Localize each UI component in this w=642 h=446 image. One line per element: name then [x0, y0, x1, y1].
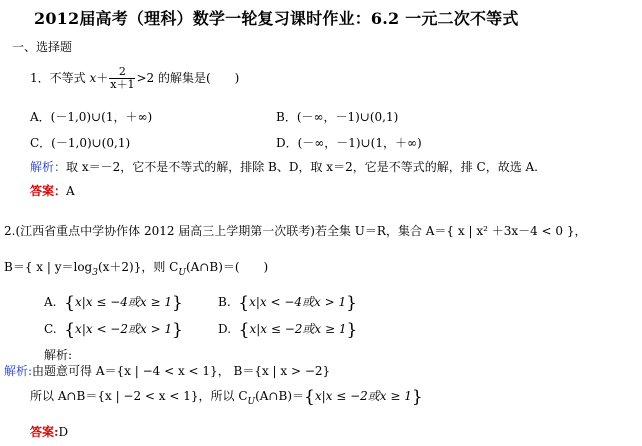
q2-option-a-text: x|x ≤ −4或x ≥ 1 [74, 295, 172, 309]
q1-frac-denominator: x＋1 [110, 78, 135, 91]
q2-analysis-heading: 解析: [44, 348, 73, 362]
q1-answer-value: A [66, 184, 75, 198]
q2-answer-value: D [58, 425, 69, 439]
q2-analysis-line1 [4, 362, 330, 379]
q1-answer-label: 答案： [30, 184, 67, 198]
q1-number: 1． [30, 71, 50, 85]
q2-analysis-text1: 由题意可得 A＝{x | −4 < x < 1}， B＝{x | x > −2} [32, 364, 331, 378]
q1-plus: ＋ [96, 71, 109, 85]
q2-line2-mid: (x＋2)}，则 C [97, 260, 179, 274]
q2-analysis-subscript: U [247, 397, 256, 407]
q2-answer [30, 423, 68, 440]
q1-analysis [30, 158, 538, 175]
q1-prefix: 不等式 [49, 71, 90, 85]
q2-option-d: D. {x|x ≤ −2或x ≥ 1} [218, 320, 358, 340]
q1-option-c: C．(－1,0)∪(0,1) [30, 136, 131, 150]
q2-line2-post: (A∩B)＝( ) [185, 260, 269, 274]
q2-analysis-line2-pre: 所以 A∩B＝{x | −2 < x < 1}，所以 C [30, 389, 248, 403]
q1-analysis-text: 取 x＝－2，它不是不等式的解，排除 B、D，取 x＝2，它是不等式的解，排 C，故选 A. [66, 160, 538, 174]
q2-line2-pre: B＝{ x | y＝log [4, 260, 93, 274]
q1-option-d: D．(－∞，－1)∪(1，＋∞) [276, 136, 422, 150]
q1-answer [30, 182, 75, 199]
q2-analysis-set: x|x ≤ −2或x ≥ 1 [314, 389, 412, 403]
q2-option-b-text: x|x < −4或x > 1 [249, 295, 347, 309]
q2-answer-label: 答案: [30, 425, 59, 439]
q2-option-d-label: D. [218, 322, 232, 336]
q1-analysis-label: 解析： [30, 160, 67, 174]
q1-option-b: B．(－∞，－1)∪(0,1) [276, 110, 399, 124]
q2-analysis-line2: 所以 A∩B＝{x | −2 < x < 1}，所以 $C_U(A\cap B)=\{x|x \le -2$或x ≥ 1} [30, 387, 423, 407]
question-1 [30, 66, 239, 91]
q2-analysis-label: 解析: [4, 364, 33, 378]
q2-option-a-label: A. [44, 295, 57, 309]
q2-option-c: C. {x|x < −2或x > 1} [44, 320, 183, 340]
q2-line2 [4, 258, 268, 278]
q2-option-c-text: x|x < −2或x > 1 [75, 322, 173, 336]
q2-option-a: A. {x|x ≤ −4或x ≥ 1} [44, 293, 183, 313]
q1-var: x [89, 71, 97, 85]
q2-complement-subscript: U [178, 268, 186, 278]
q2-option-d-text: x|x ≤ −2或x ≥ 1 [249, 322, 347, 336]
q2-log-base: 3 [92, 268, 98, 278]
page-title: 2012届高考（理科）数学一轮复习课时作业：6.2 一元二次不等式 [34, 9, 519, 28]
q2-line1: 2.(江西省重点中学协作体 2012 届高三上学期第一次联考)若全集 U＝R，集合 A＝{ x | x² ＋3x－4 < 0 }， [4, 224, 587, 238]
section-heading: 一、选择题 [12, 40, 73, 54]
q1-suffix: >2 的解集是( ) [136, 71, 240, 85]
q2-analysis-line2-post: (A∩B)＝ [255, 389, 305, 403]
q1-fraction [109, 66, 135, 91]
q2-option-b: B. {x|x < −4或x > 1} [218, 293, 357, 313]
q2-option-c-label: C. [44, 322, 57, 336]
q1-frac-numerator: 2 [109, 66, 135, 79]
q1-option-a: A．(－1,0)∪(1，＋∞) [30, 110, 153, 124]
q2-option-b-label: B. [218, 295, 231, 309]
